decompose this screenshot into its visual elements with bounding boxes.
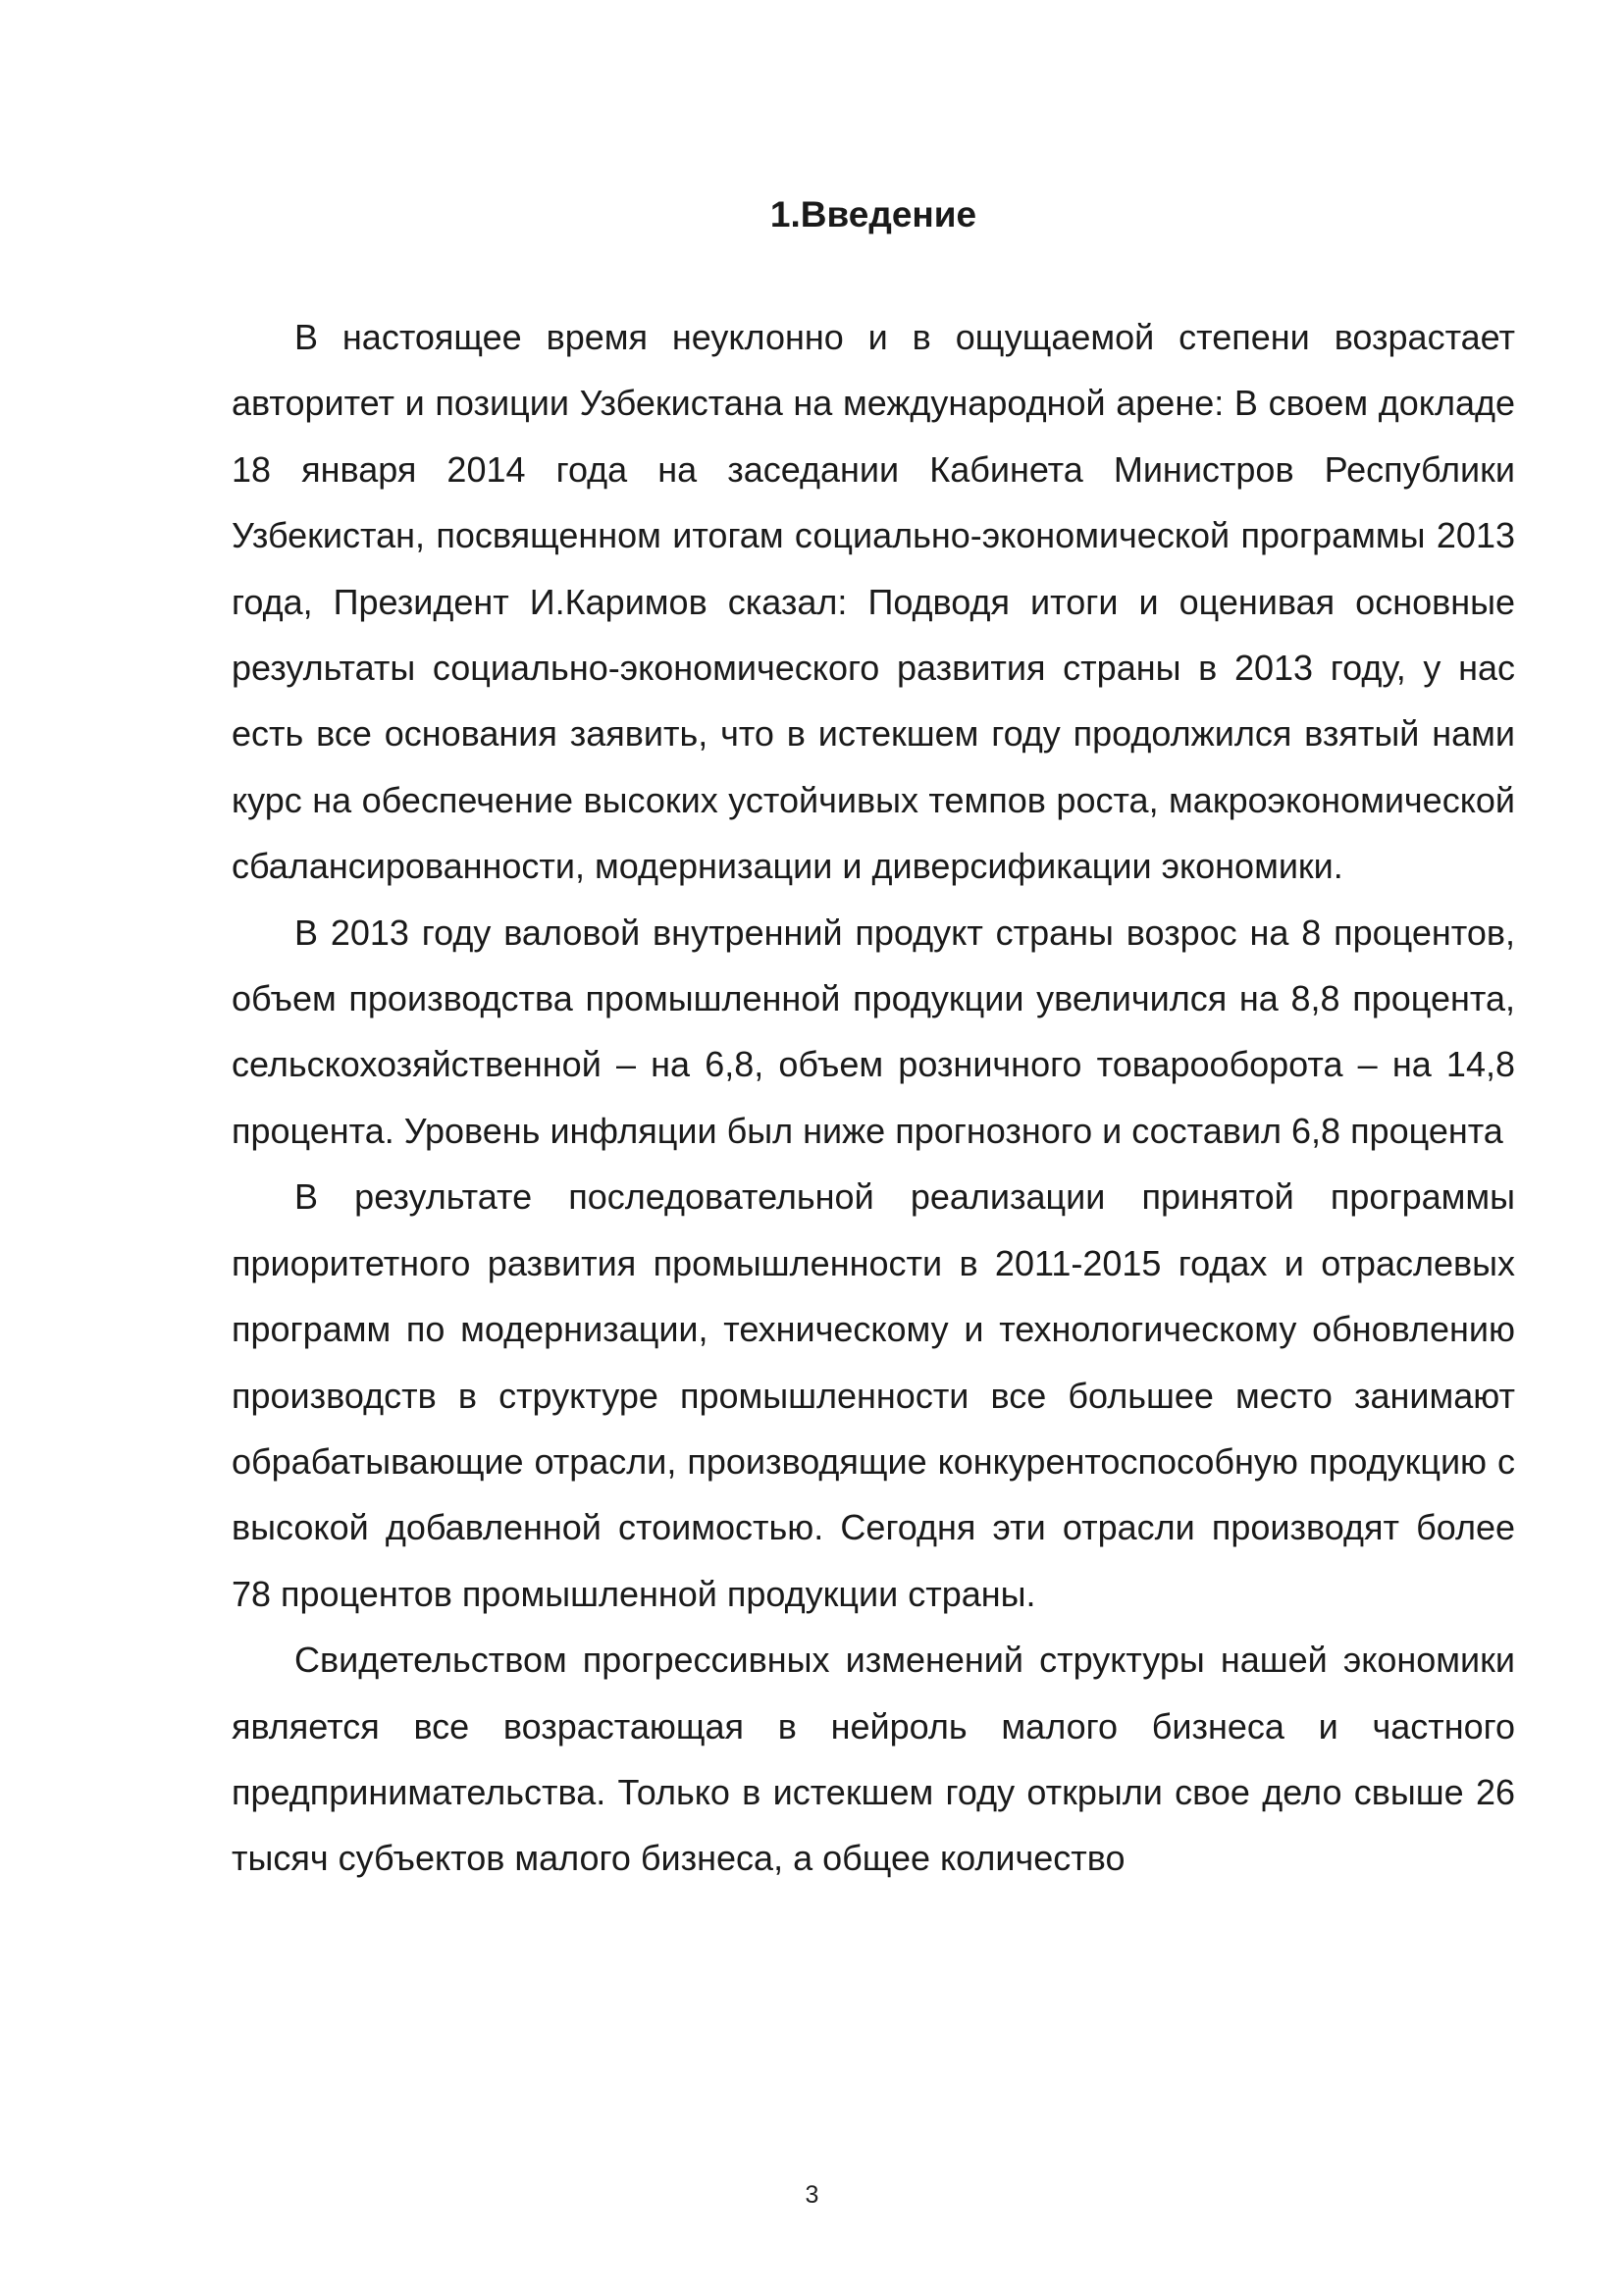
section-title: 1.Введение xyxy=(769,194,977,235)
document-body xyxy=(232,182,1515,1892)
paragraph-small-business: Свидетельством прогрессивных изменений структуры нашей экономики является все возрастающая в нейроль малого бизнеса и частного предпринимательства. Только в истекшем году открыли свое дело свыше 26 тысяч субъектов малого бизнеса, а общее количество xyxy=(232,1640,1515,1879)
page-number: 3 xyxy=(805,2181,819,2209)
paragraph-intro: В настоящее время неуклонно и в ощущаемой степени возрастает авторитет и позиции Узбекистана на международной арене: В своем докладе 18 января 2014 года на заседании Кабинета Министров Республики Узбекистан, посвященном итогам социально-экономической программы 2013 года, Президент И.Каримов сказал: Подводя итоги и оценивая основные результаты социально-экономического развития страны в 2013 году, у нас есть все основания заявить, что в истекшем году продолжился взятый нами курс на обеспечение высоких устойчивых темпов роста, макроэкономической сбалансированности, модернизации и диверсификации экономики. xyxy=(232,317,1515,887)
paragraph-industry: В результате последовательной реализации принятой программы приоритетного развития промышленности в 2011-2015 годах и отраслевых программ по модернизации, техническому и технологическому обновлению производств в структуре промышленности все большее место занимают обрабатывающие отрасли, производящие конкурентоспособную продукцию с высокой добавленной стоимостью. Сегодня эти отрасли производят более 78 процентов промышленной продукции страны. xyxy=(232,1176,1515,1614)
paragraph-gdp: В 2013 году валовой внутренний продукт страны возрос на 8 процентов, объем производства промышленной продукции увеличился на 8,8 процента, сельскохозяйственной – на 6,8, объем розничного товарооборота – на 14,8 процента. Уровень инфляции был ниже прогнозного и составил 6,8 процента xyxy=(232,912,1515,1151)
